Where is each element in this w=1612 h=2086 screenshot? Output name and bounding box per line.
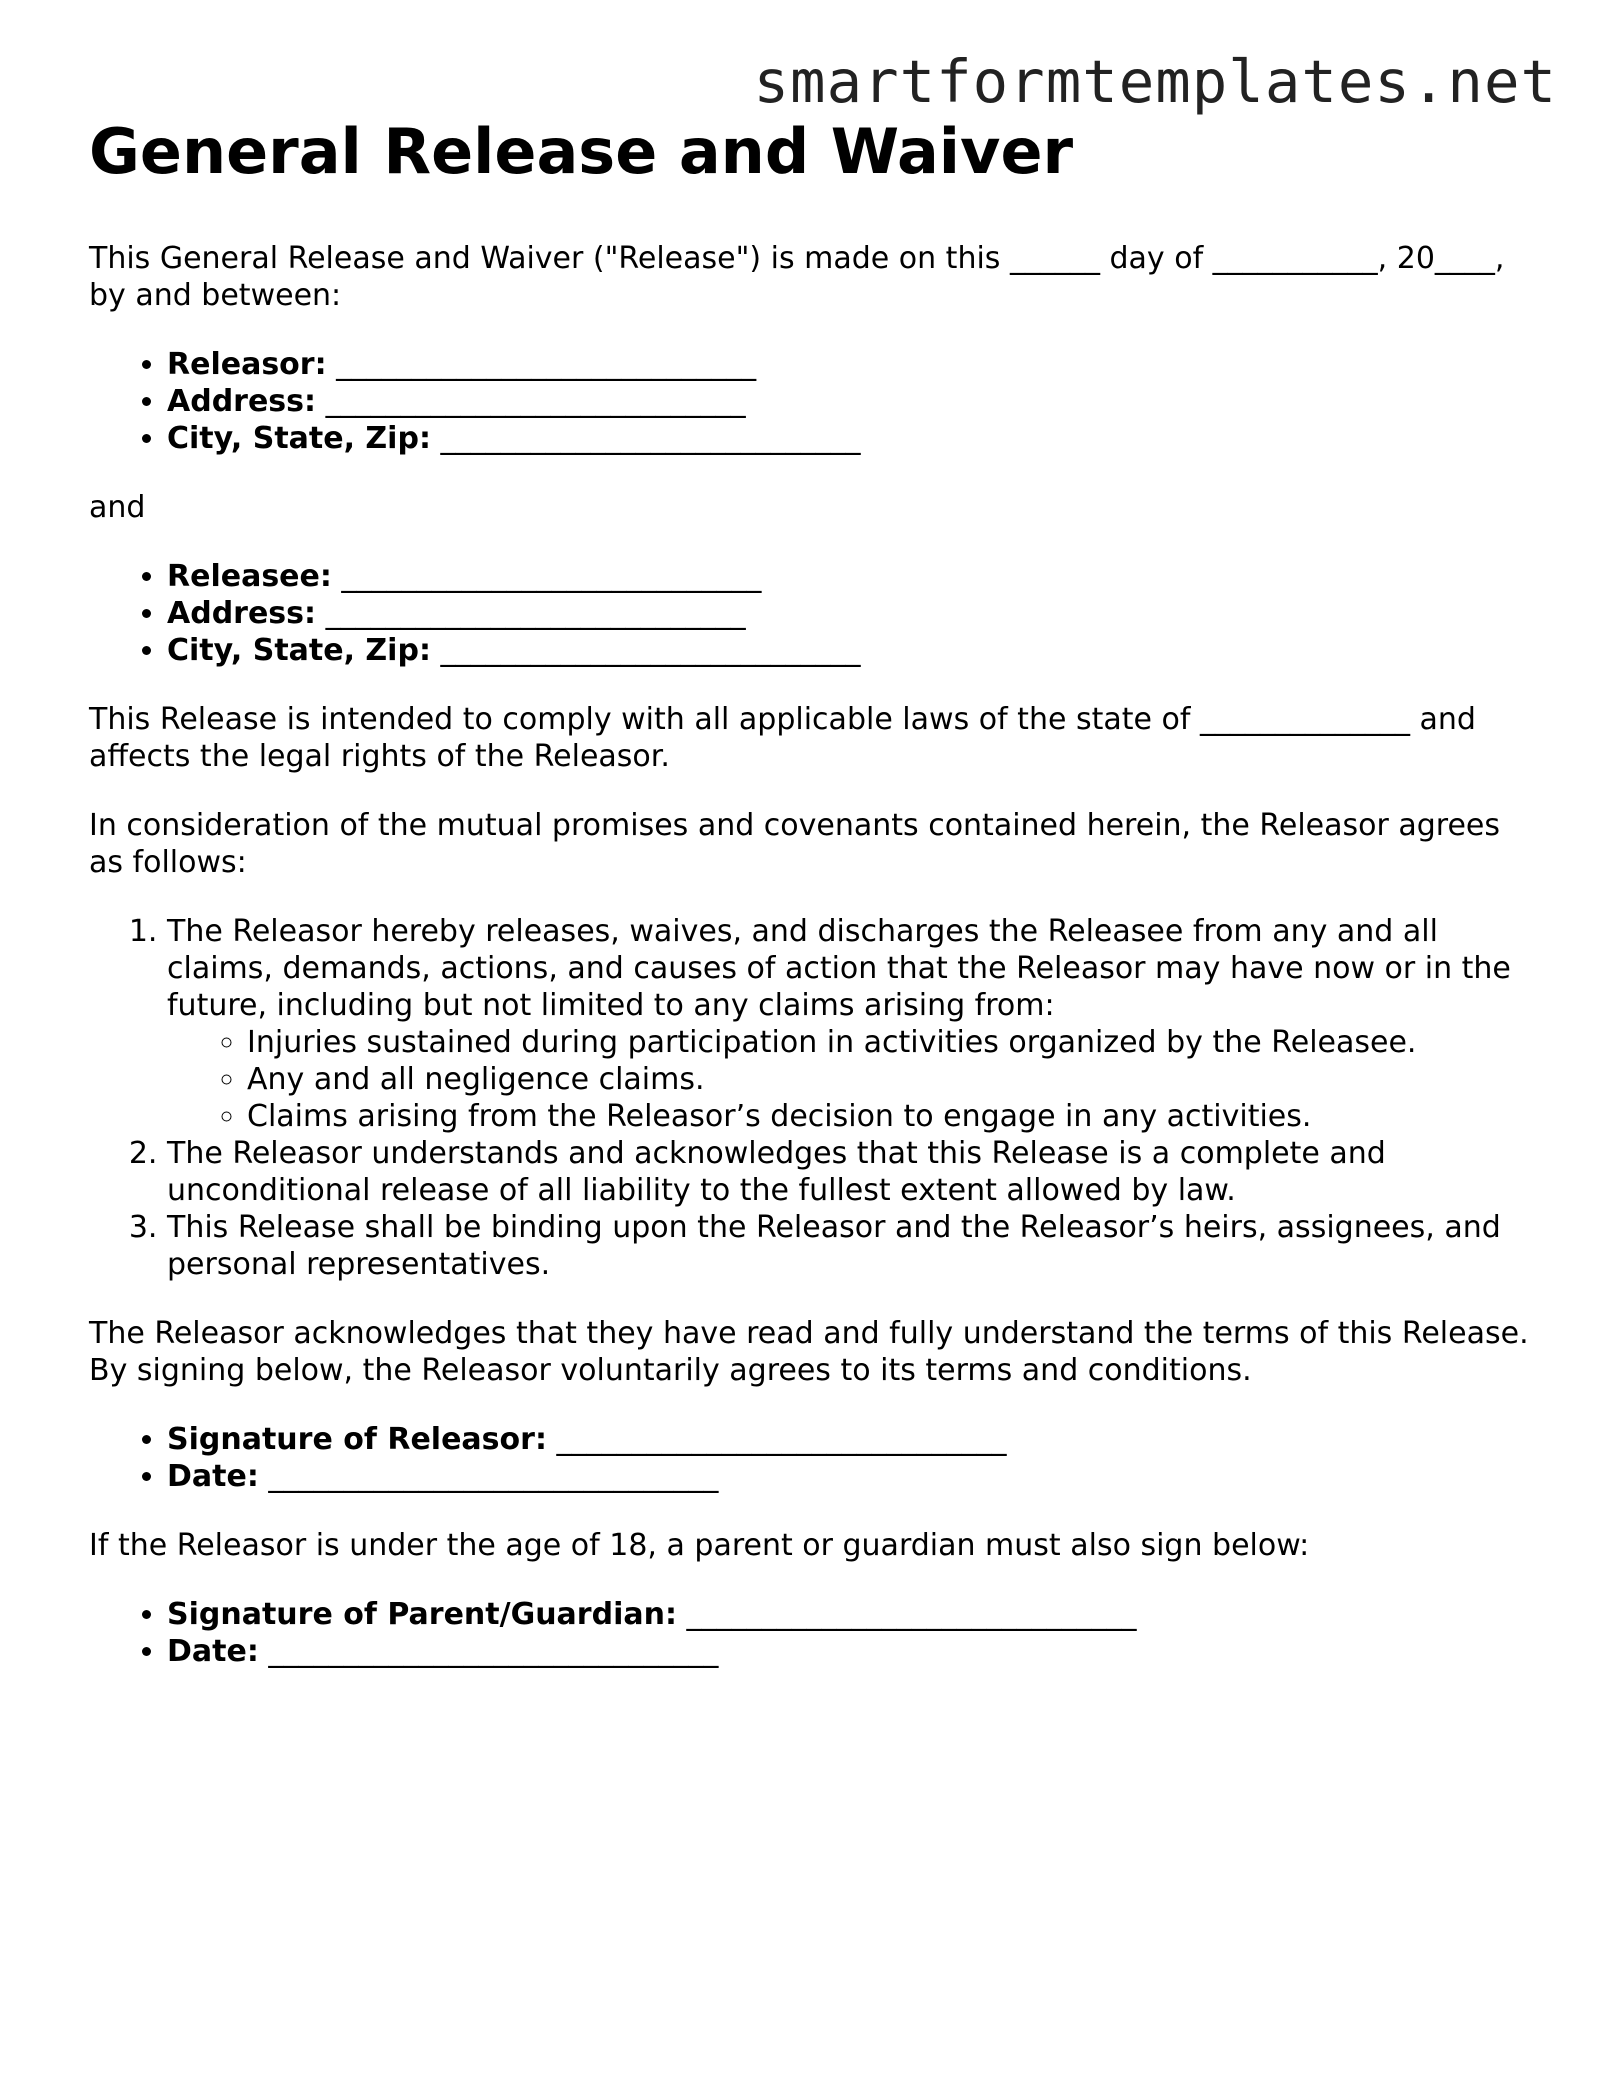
- term-1-sub-item: ◦ Any and all negligence claims.: [247, 1061, 1529, 1098]
- releasor-name-blank[interactable]: ____________________________: [336, 347, 757, 382]
- releasee-city-field: [167, 632, 1529, 669]
- minor-notice: If the Releasor is under the age of 18, a parent or guardian must also sign below:: [89, 1528, 1310, 1563]
- term-2: 2. The Releasor understands and acknowledges that this Release is a complete and unconditional release of all liability to the fullest extent allowed by law.: [167, 1135, 1529, 1209]
- releasor-fields: [89, 346, 1529, 457]
- releasee-address-label: Address:: [167, 596, 317, 631]
- compliance-paragraph: This Release is intended to comply with all applicable laws of the state of ______________ and affects the legal rights of the Releasor.: [89, 702, 1476, 774]
- guardian-date-label: Date:: [167, 1634, 259, 1669]
- releasee-city-blank[interactable]: ____________________________: [440, 633, 861, 668]
- term-3: 3. This Release shall be binding upon the Releasor and the Releasor’s heirs, assignees, and personal representatives.: [167, 1209, 1529, 1283]
- releasor-address-label: Address:: [167, 384, 317, 419]
- releasee-name-blank[interactable]: ____________________________: [341, 559, 762, 594]
- releasee-name-label: Releasee:: [167, 559, 332, 594]
- document-page: [89, 112, 1529, 1702]
- term-1: [167, 913, 1529, 1135]
- releasor-date-label: Date:: [167, 1459, 259, 1494]
- guardian-date-field: [167, 1633, 1529, 1670]
- releasor-date-field: [167, 1458, 1529, 1495]
- releasee-city-label: City, State, Zip:: [167, 633, 431, 668]
- term-1-sublist: [167, 1024, 1529, 1135]
- intro-paragraph: This General Release and Waiver ("Release") is made on this ______ day of ___________, 20____, by and between:: [89, 241, 1505, 313]
- guardian-signature-blank[interactable]: ______________________________: [686, 1597, 1137, 1632]
- watermark: smartformtemplates.net: [753, 47, 1557, 116]
- releasor-signature-label: Signature of Releasor:: [167, 1422, 547, 1457]
- guardian-signature-field: [167, 1596, 1529, 1633]
- releasee-name-field: [167, 558, 1529, 595]
- releasor-address-blank[interactable]: ____________________________: [325, 384, 746, 419]
- guardian-signature-fields: [89, 1596, 1529, 1670]
- releasor-signature-fields: [89, 1421, 1529, 1495]
- releasor-city-blank[interactable]: ____________________________: [440, 421, 861, 456]
- guardian-signature-label: Signature of Parent/Guardian:: [167, 1597, 677, 1632]
- releasee-address-field: [167, 595, 1529, 632]
- releasor-name-label: Releasor:: [167, 347, 327, 382]
- guardian-date-blank[interactable]: ______________________________: [268, 1634, 719, 1669]
- releasor-address-field: [167, 383, 1529, 420]
- term-1-text: The Releasor hereby releases, waives, and discharges the Releasee from any and all claims, demands, actions, and causes of action that the Releasor may have now or in the future, including but not limited to any claims arising from:: [167, 914, 1511, 1023]
- releasor-signature-blank[interactable]: ______________________________: [556, 1422, 1007, 1457]
- releasor-signature-field: [167, 1421, 1529, 1458]
- acknowledgement-paragraph: The Releasor acknowledges that they have read and fully understand the terms of this Release. By signing below, the Releasor voluntarily agrees to its terms and conditions.: [89, 1316, 1529, 1388]
- releasor-city-label: City, State, Zip:: [167, 421, 431, 456]
- term-1-sub-item: ◦ Injuries sustained during participation in activities organized by the Releasee.: [247, 1024, 1529, 1061]
- and-text: and: [89, 490, 146, 525]
- releasor-city-field: [167, 420, 1529, 457]
- releasor-name-field: [167, 346, 1529, 383]
- term-1-sub-item: ◦ Claims arising from the Releasor’s decision to engage in any activities.: [247, 1098, 1529, 1135]
- terms-list: [89, 913, 1529, 1283]
- document-title: General Release and Waiver: [89, 115, 1074, 188]
- releasor-date-blank[interactable]: ______________________________: [268, 1459, 719, 1494]
- consideration-paragraph: In consideration of the mutual promises and covenants contained herein, the Releasor agrees as follows:: [89, 808, 1501, 880]
- releasee-address-blank[interactable]: ____________________________: [325, 596, 746, 631]
- releasee-fields: [89, 558, 1529, 669]
